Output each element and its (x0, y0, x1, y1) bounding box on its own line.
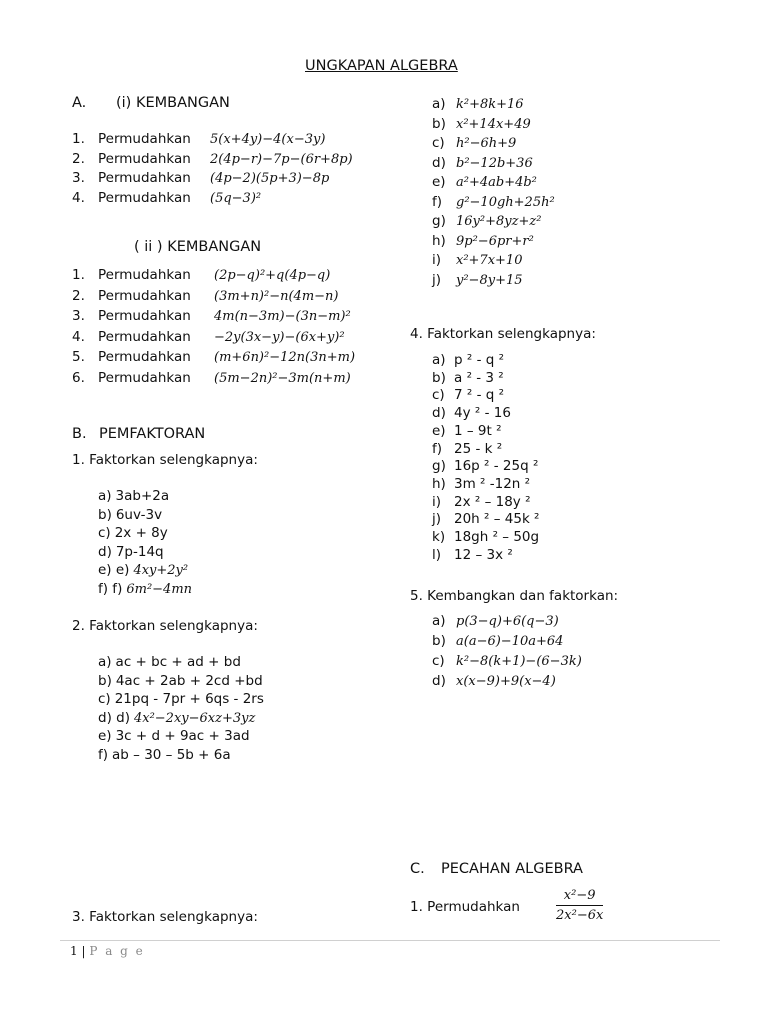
footer-divider (60, 940, 720, 941)
item-expression: y²−8y+15 (456, 272, 523, 288)
item-number: 4. (72, 189, 85, 206)
item-expression: 2x ² – 18y ² (454, 493, 531, 510)
item-expression: (4p−2)(5p+3)−8p (210, 171, 330, 186)
factor-item (432, 387, 504, 403)
item-number: 2. (72, 150, 85, 167)
item-expression: 16p ² - 25q ² (454, 458, 539, 475)
item-expression: 4y ² - 16 (454, 405, 511, 422)
factor-item (432, 155, 533, 171)
item-expression: 7 ² - q ² (454, 387, 505, 404)
item-expression: −2y(3x−y)−(6x+y)² (214, 329, 345, 345)
item-expression: 1 – 9t ² (454, 422, 502, 439)
item-expression: 21pq - 7pr + 6qs - 2rs (114, 691, 264, 707)
item-expression: k²+8k+16 (456, 97, 524, 112)
item-expression: a ² - 3 ² (454, 369, 504, 386)
item-letter: k) (432, 529, 446, 545)
item-letter: l) (432, 546, 442, 563)
factor-item (98, 691, 264, 707)
factor-item (432, 370, 504, 386)
item-label: Permudahkan (98, 267, 191, 283)
item-expression: 16y²+8yz+z² (456, 214, 542, 229)
item-number: 4. (72, 328, 85, 345)
item-expression: a(a−6)−10a+64 (456, 634, 564, 649)
item-letter: b) (432, 369, 446, 386)
item-letter: b) (98, 506, 112, 523)
item-label: Permudahkan (98, 328, 191, 345)
factor-item (432, 135, 516, 151)
item-letter: i) (432, 493, 442, 510)
item-expression: (5m−2n)²−3m(n+m) (214, 370, 351, 386)
item-expression: 25 - k ² (454, 440, 503, 457)
item-letter: d) (432, 673, 446, 689)
item-number: 1. (72, 131, 85, 147)
item-letter: f) (98, 746, 109, 763)
factor-item (432, 405, 511, 421)
item-letter: d) (432, 405, 446, 422)
item-expression: 4ac + 2ab + 2cd +bd (115, 672, 263, 689)
factor-item (432, 476, 530, 492)
item-letter: a) (432, 613, 446, 629)
factor-item (98, 673, 263, 689)
factor-item (432, 272, 523, 288)
item-expression: p(3−q)+6(q−3) (456, 614, 559, 629)
factor-item (98, 488, 169, 504)
expand-factor-item (432, 633, 563, 649)
item-expression: 2(4p−r)−7p−(6r+8p) (210, 151, 353, 167)
item-label: Permudahkan (98, 131, 191, 147)
item-expression: (5q−3)² (210, 190, 262, 206)
item-letter: b) (98, 672, 112, 689)
item-letter: a) (98, 488, 112, 504)
factor-item (432, 547, 513, 563)
item-letter: a) (432, 352, 446, 368)
item-expression: (3m+n)²−n(4m−n) (214, 288, 339, 304)
factor-item (432, 458, 538, 474)
expansion-item (72, 170, 329, 186)
expansion-item (72, 308, 351, 324)
item-letter: j) (432, 511, 442, 528)
item-expression: 3ab+2a (115, 488, 170, 504)
item-number: 2. (72, 287, 85, 304)
factor-item (432, 441, 502, 457)
item-letter: h) (432, 232, 446, 249)
fraction-denominator: 2x²−6x (556, 908, 604, 923)
item-label: Permudahkan (98, 308, 191, 324)
expand-factor-item (432, 653, 582, 669)
item-expression: 4x²−2xy−6xz+3yz (133, 710, 256, 726)
item-expression: k²−8(k+1)−(6−3k) (456, 654, 582, 669)
item-expression: b²−12b+36 (456, 155, 533, 171)
c-question-1-label: 1. Permudahkan (410, 899, 520, 915)
factor-item (432, 511, 539, 527)
item-letter: d) (432, 154, 446, 171)
section-b-letter: B. (72, 426, 87, 442)
expansion-item (72, 329, 345, 345)
item-letter: h) (432, 475, 446, 492)
item-letter: f) (432, 193, 443, 210)
section-c-letter: C. (410, 861, 425, 877)
item-letter: j) (432, 271, 442, 288)
item-letter: e) (432, 174, 446, 190)
expand-factor-item (432, 613, 559, 629)
factor-item (98, 654, 241, 670)
factor-item (432, 352, 504, 368)
factor-item (98, 544, 164, 560)
b-question-3: 3. Faktorkan selengkapnya: (72, 909, 258, 925)
item-expression: 12 – 3x ² (454, 546, 513, 563)
question-5: 5. Kembangkan dan faktorkan: (410, 588, 619, 604)
expansion-item (72, 267, 330, 283)
item-letter: e) e) (98, 562, 130, 578)
item-letter: d) (98, 543, 112, 560)
item-expression: 9p²−6pr+r² (456, 233, 534, 249)
item-letter: f) f) (98, 580, 123, 597)
item-expression: 18gh ² – 50g (454, 529, 540, 545)
factor-item (98, 728, 250, 744)
item-expression: 4xy+2y² (133, 563, 189, 578)
item-label: Permudahkan (98, 369, 191, 386)
item-letter: g) (432, 458, 446, 475)
item-expression: 4m(n−3m)−(3n−m)² (214, 309, 351, 324)
page-separator: | (77, 944, 90, 958)
item-label: Permudahkan (98, 150, 191, 167)
expansion-item (72, 349, 355, 365)
item-letter: i) (432, 252, 442, 268)
factor-item (432, 252, 522, 268)
fraction-numerator: x²−9 (556, 888, 603, 906)
factor-item (432, 423, 502, 439)
item-expression: 7p-14q (115, 543, 164, 560)
section-a-letter: A. (72, 95, 87, 111)
factor-item (432, 213, 541, 229)
item-expression: 5(x+4y)−4(x−3y) (210, 132, 326, 147)
item-letter: c) (98, 691, 111, 707)
factor-item (432, 174, 537, 190)
item-expression: p ² - q ² (454, 352, 504, 368)
expand-factor-item (432, 673, 556, 689)
item-letter: d) d) (98, 709, 130, 726)
factor-item (98, 581, 192, 597)
item-letter: b) (432, 115, 446, 132)
expansion-item (72, 288, 339, 304)
item-letter: f) (432, 440, 443, 457)
factor-item (432, 494, 531, 510)
item-expression: x(x−9)+9(x−4) (456, 674, 556, 689)
factor-item (98, 507, 162, 523)
item-expression: g²−10gh+25h² (456, 194, 555, 210)
item-label: Permudahkan (98, 287, 191, 304)
item-expression: (m+6n)²−12n(3n+m) (214, 350, 356, 365)
section-b-heading: PEMFAKTORAN (99, 426, 206, 442)
item-expression: 2x + 8y (114, 525, 168, 541)
item-letter: c) (432, 653, 445, 669)
item-expression: 6m²−4mn (126, 581, 193, 597)
item-label: Permudahkan (98, 170, 191, 186)
item-expression: (2p−q)²+q(4p−q) (214, 268, 331, 283)
expansion-item (72, 370, 351, 386)
item-letter: c) (432, 135, 445, 151)
section-a-sub2-heading: ( ii ) KEMBANGAN (134, 239, 262, 255)
factor-item (98, 562, 188, 578)
item-letter: e) (98, 728, 112, 744)
item-expression: 3c + d + 9ac + 3ad (115, 728, 250, 744)
section-a-sub1-heading: (i) KEMBANGAN (116, 95, 230, 111)
item-expression: 20h ² – 45k ² (454, 511, 540, 528)
item-expression: ac + bc + ad + bd (115, 654, 241, 670)
item-number: 1. (72, 267, 85, 283)
factor-item (98, 710, 255, 726)
item-letter: e) (432, 422, 446, 439)
factor-item (98, 747, 231, 763)
expansion-item (72, 190, 261, 206)
page-word: P a g e (89, 944, 145, 958)
factor-item (432, 116, 531, 132)
question-4: 4. Faktorkan selengkapnya: (410, 326, 596, 342)
item-letter: c) (98, 525, 111, 541)
page-footer (70, 944, 145, 958)
item-letter: a) (432, 96, 446, 112)
page-number: 1 (70, 944, 78, 958)
item-label: Permudahkan (98, 189, 191, 206)
item-number: 5. (72, 349, 85, 365)
item-number: 6. (72, 369, 85, 386)
expansion-item (72, 131, 325, 147)
item-label: Permudahkan (98, 349, 191, 365)
b-question-1: 1. Faktorkan selengkapnya: (72, 452, 258, 468)
item-expression: x²+7x+10 (456, 253, 523, 268)
item-expression: x²+14x+49 (456, 116, 531, 132)
factor-item (98, 525, 168, 541)
item-number: 3. (72, 170, 85, 186)
item-letter: b) (432, 633, 446, 649)
item-expression: 3m ² -12n ² (454, 475, 531, 492)
factor-item (432, 529, 539, 545)
item-number: 3. (72, 308, 85, 324)
item-expression: 6uv-3v (115, 506, 163, 523)
page-title: UNGKAPAN ALGEBRA (305, 58, 458, 74)
factor-item (432, 233, 534, 249)
factor-item (432, 96, 524, 112)
item-letter: c) (432, 387, 445, 404)
expansion-item (72, 151, 353, 167)
item-expression: ab – 30 – 5b + 6a (112, 746, 231, 763)
item-letter: g) (432, 213, 446, 229)
item-expression: h²−6h+9 (456, 136, 517, 151)
b-question-2: 2. Faktorkan selengkapnya: (72, 618, 258, 634)
c-question-1-fraction (556, 888, 603, 923)
factor-item (432, 194, 555, 210)
section-c-heading: PECAHAN ALGEBRA (441, 861, 583, 877)
item-expression: a²+4ab+4b² (456, 175, 537, 190)
item-letter: a) (98, 654, 112, 670)
